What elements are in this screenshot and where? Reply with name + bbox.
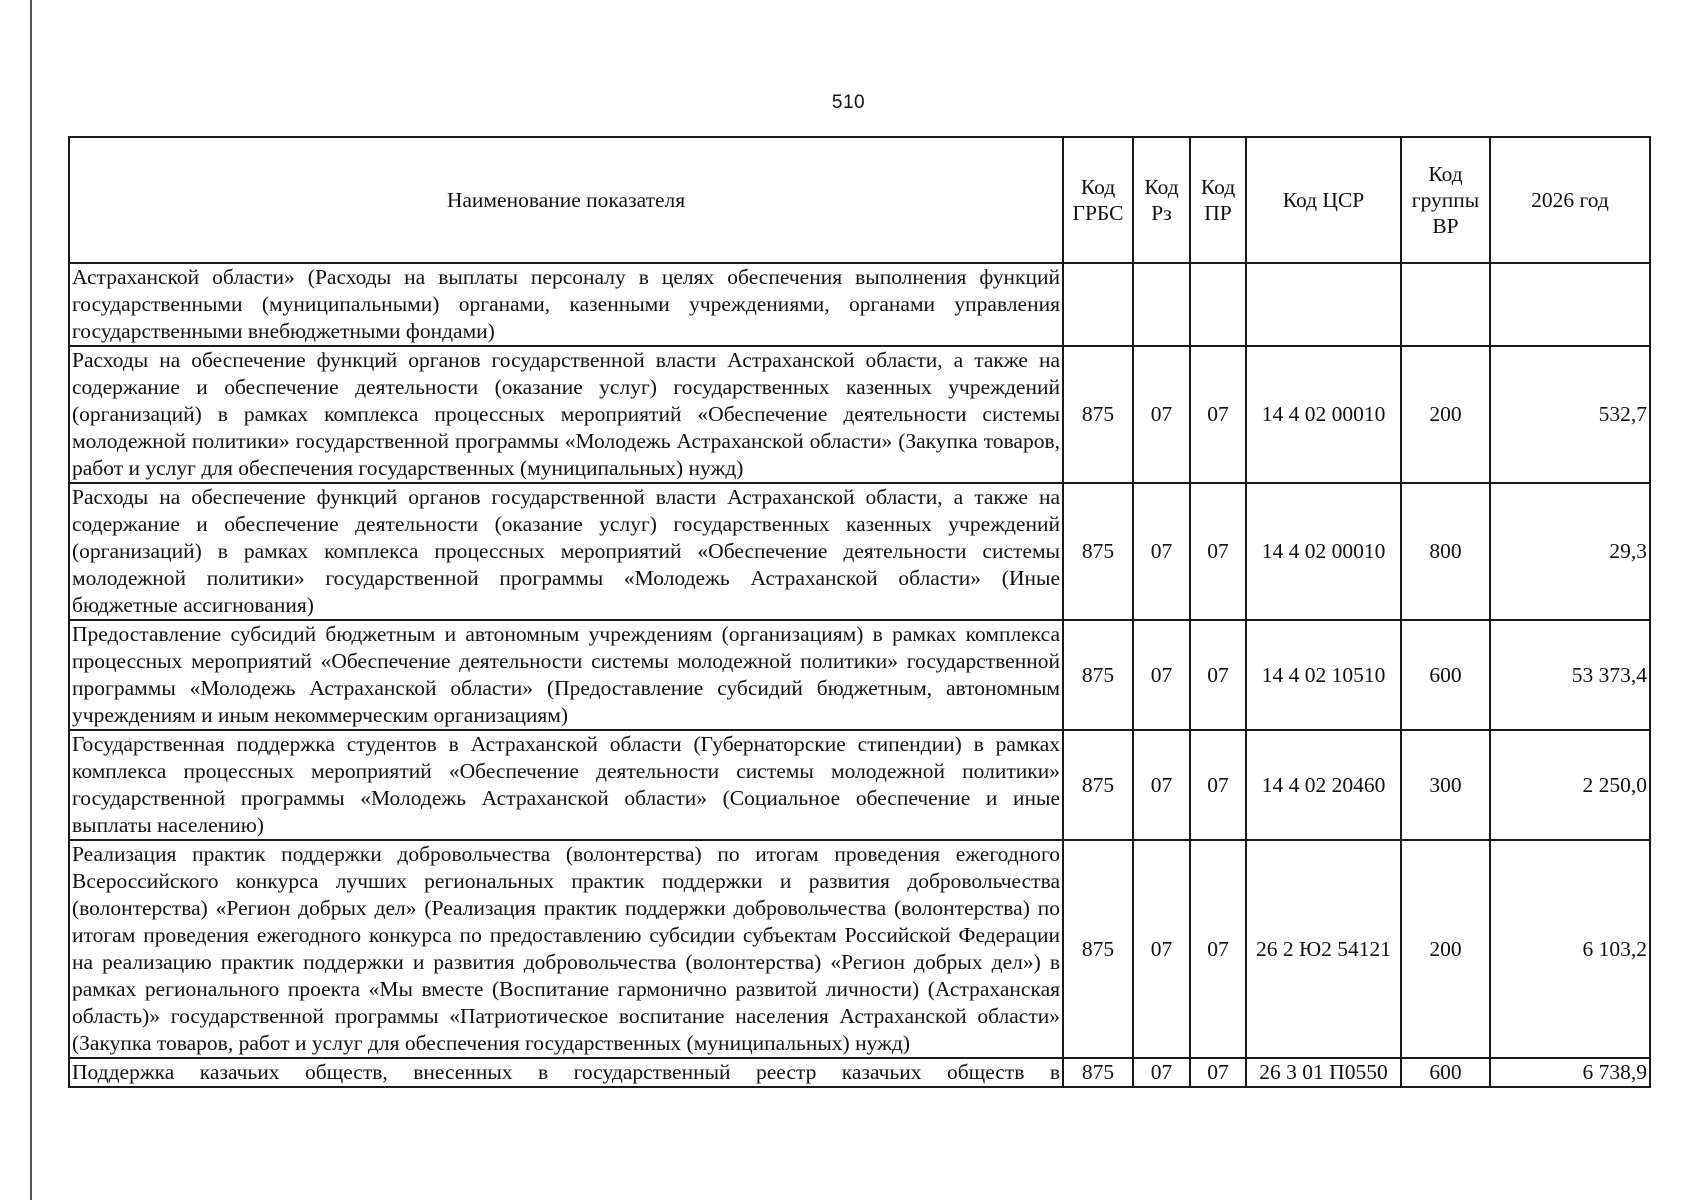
table-header-row	[69, 137, 1650, 263]
row-rz	[1133, 263, 1190, 346]
row-rz: 07	[1133, 840, 1190, 1058]
table-row	[69, 346, 1650, 483]
left-margin-line	[30, 0, 32, 1200]
table-row	[69, 1058, 1650, 1087]
row-rz: 07	[1133, 483, 1190, 620]
row-name: Предоставление субсидий бюджетным и автономным учреждениям (организациям) в рамках комплекса процессных мероприятий «Обеспечение деятельности системы молодежной политики» государственной программы «Молодежь Астраханской области» (Предоставление субсидий бюджетным, автономным учреждениям и иным некоммерческим организациям)	[69, 620, 1063, 730]
row-vr: 600	[1401, 1058, 1490, 1087]
header-csr: Код ЦСР	[1246, 137, 1401, 263]
table-row	[69, 483, 1650, 620]
row-pr: 07	[1190, 620, 1246, 730]
row-amount: 6 103,2	[1490, 840, 1650, 1058]
row-grbs: 875	[1063, 620, 1133, 730]
row-pr: 07	[1190, 346, 1246, 483]
row-csr: 14 4 02 00010	[1246, 483, 1401, 620]
row-csr: 14 4 02 00010	[1246, 346, 1401, 483]
header-year: 2026 год	[1490, 137, 1650, 263]
row-vr: 800	[1401, 483, 1490, 620]
table-row	[69, 620, 1650, 730]
budget-table	[68, 136, 1651, 1088]
row-vr: 600	[1401, 620, 1490, 730]
row-csr: 26 2 Ю2 54121	[1246, 840, 1401, 1058]
row-csr: 26 3 01 П0550	[1246, 1058, 1401, 1087]
row-name	[69, 1058, 1063, 1087]
row-name: Расходы на обеспечение функций органов государственной власти Астраханской области, а также на содержание и обеспечение деятельности (оказание услуг) государственных казенных учреждений (организаций) в рамках комплекса процессных мероприятий «Обеспечение деятельности системы молодежной политики» государственной программы «Молодежь Астраханской области» (Закупка товаров, работ и услуг для обеспечения государственных (муниципальных) нужд)	[69, 346, 1063, 483]
header-name: Наименование показателя	[69, 137, 1063, 263]
row-name: Расходы на обеспечение функций органов государственной власти Астраханской области, а также на содержание и обеспечение деятельности (оказание услуг) государственных казенных учреждений (организаций) в рамках комплекса процессных мероприятий «Обеспечение деятельности системы молодежной политики» государственной программы «Молодежь Астраханской области» (Иные бюджетные ассигнования)	[69, 483, 1063, 620]
table-row	[69, 840, 1650, 1058]
header-grbs: Код ГРБС	[1063, 137, 1133, 263]
row-vr: 200	[1401, 346, 1490, 483]
row-pr	[1190, 263, 1246, 346]
row-grbs	[1063, 263, 1133, 346]
row-grbs: 875	[1063, 730, 1133, 840]
row-name: Астраханской области» (Расходы на выплаты персоналу в целях обеспечения выполнения функций государственными (муниципальными) органами, казенными учреждениями, органами управления государственными внебюджетными фондами)	[69, 263, 1063, 346]
row-csr	[1246, 263, 1401, 346]
row-grbs: 875	[1063, 1058, 1133, 1087]
row-amount: 53 373,4	[1490, 620, 1650, 730]
row-csr: 14 4 02 10510	[1246, 620, 1401, 730]
row-name: Государственная поддержка студентов в Астраханской области (Губернаторские стипендии) в рамках комплекса процессных мероприятий «Обеспечение деятельности системы молодежной политики» государственной программы «Молодежь Астраханской области» (Социальное обеспечение и иные выплаты населению)	[69, 730, 1063, 840]
row-name: Реализация практик поддержки добровольчества (волонтерства) по итогам проведения ежегодного Всероссийского конкурса лучших региональных практик поддержки и развития добровольчества (волонтерства) «Регион добрых дел» (Реализация практик поддержки добровольчества (волонтерства) по итогам проведения ежегодного конкурса по предоставлению субсидии субъектам Российской Федерации на реализацию практик поддержки и развития добровольчества (волонтерства) «Регион добрых дел») в рамках регионального проекта «Мы вместе (Воспитание гармонично развитой личности) (Астраханская область)» государственной программы «Патриотическое воспитание населения Астраханской области» (Закупка товаров, работ и услуг для обеспечения государственных (муниципальных) нужд)	[69, 840, 1063, 1058]
row-amount: 29,3	[1490, 483, 1650, 620]
row-amount	[1490, 263, 1650, 346]
row-pr: 07	[1190, 840, 1246, 1058]
page-number: 510	[831, 92, 866, 113]
row-rz: 07	[1133, 1058, 1190, 1087]
header-vr: Код группы ВР	[1401, 137, 1490, 263]
row-pr: 07	[1190, 483, 1246, 620]
table-row	[69, 263, 1650, 346]
row-amount: 532,7	[1490, 346, 1650, 483]
row-rz: 07	[1133, 346, 1190, 483]
row-grbs: 875	[1063, 483, 1133, 620]
row-csr: 14 4 02 20460	[1246, 730, 1401, 840]
row-pr: 07	[1190, 1058, 1246, 1087]
header-pr: Код ПР	[1190, 137, 1246, 263]
table-row	[69, 730, 1650, 840]
header-rz: Код Рз	[1133, 137, 1190, 263]
row-amount: 6 738,9	[1490, 1058, 1650, 1087]
row-name-text: Поддержка казачьих обществ, внесенных в государственный реестр казачьих обществ в	[72, 1060, 1060, 1084]
row-grbs: 875	[1063, 346, 1133, 483]
row-rz: 07	[1133, 730, 1190, 840]
row-vr: 300	[1401, 730, 1490, 840]
row-vr	[1401, 263, 1490, 346]
row-amount: 2 250,0	[1490, 730, 1650, 840]
row-pr: 07	[1190, 730, 1246, 840]
row-grbs: 875	[1063, 840, 1133, 1058]
row-vr: 200	[1401, 840, 1490, 1058]
row-rz: 07	[1133, 620, 1190, 730]
